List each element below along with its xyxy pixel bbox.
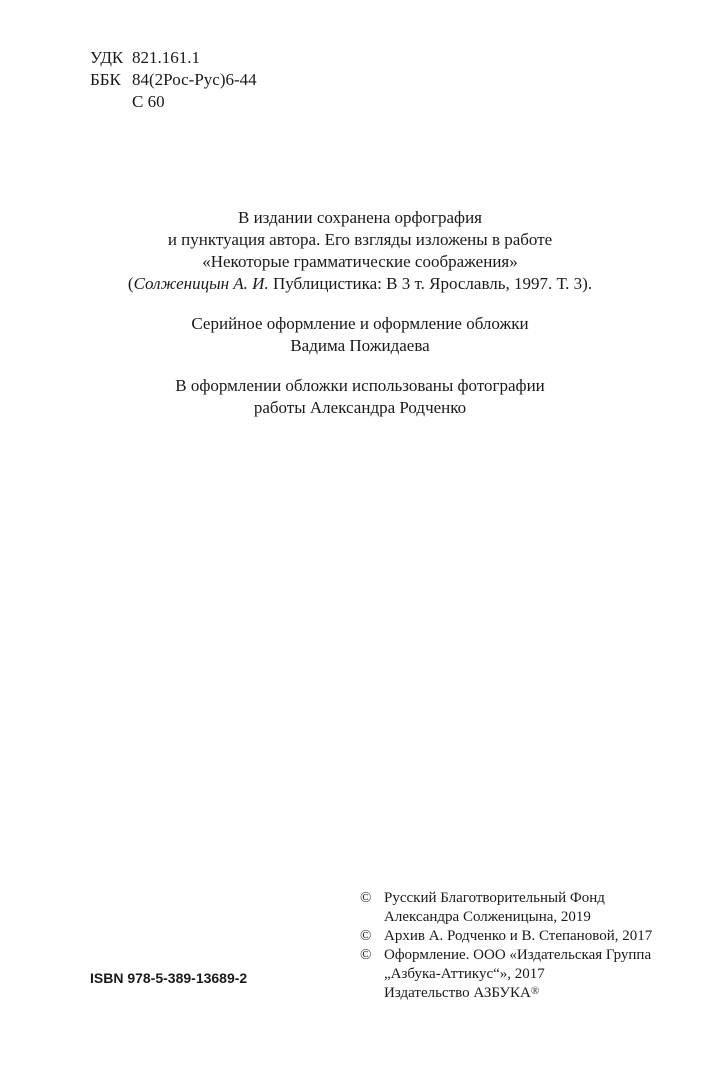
open-paren: ( [127, 274, 134, 293]
udk-label: УДК [90, 48, 124, 67]
copyright-symbol: © [360, 890, 372, 906]
copyright-symbol: © [360, 928, 372, 944]
copyright-entry-3-line-1: Оформление. ООО «Издательская Группа [384, 947, 652, 963]
orthography-line-1: В издании сохранена орфография [237, 208, 482, 227]
series-design-line-1: Серийное оформление и оформление обложки [191, 314, 529, 333]
isbn-number: ISBN 978-5-389-13689-2 [90, 970, 248, 986]
author-mark: С 60 [132, 92, 165, 111]
bbk-label: ББК [90, 70, 121, 89]
orthography-note [0, 207, 720, 295]
udk-value: 821.161.1 [132, 48, 200, 67]
registered-mark-icon: ® [530, 985, 540, 997]
cover-photos-line-2: работы Александра Родченко [253, 398, 467, 417]
publisher-name: Издательство АЗБУКА [384, 985, 531, 1001]
cover-photos-note [0, 375, 720, 419]
orthography-line-3: «Некоторые грамматические соображения» [202, 252, 518, 271]
orthography-line-2: и пунктуация автора. Его взгляды изложены в работе [167, 230, 553, 249]
copyright-entry-1-line-2: Александра Солженицына, 2019 [384, 909, 591, 925]
series-design-note [0, 313, 720, 357]
bbk-value: 84(2Рос-Рус)6-44 [132, 70, 257, 89]
source-author: Солженицын А. И. [133, 274, 269, 293]
copyright-block [360, 889, 652, 1003]
author-mark-row [90, 91, 257, 113]
copyright-entry-1-line-1: Русский Благотворительный Фонд [384, 890, 605, 906]
udk-row [90, 47, 257, 69]
copyright-entry-2 [360, 927, 652, 946]
copyright-entry-3-line-3 [360, 984, 652, 1003]
bbk-row [90, 69, 257, 91]
copyright-entry-1 [360, 889, 652, 908]
classification-block [90, 47, 257, 113]
edition-notes [0, 207, 720, 437]
series-design-line-2: Вадима Пожидаева [290, 336, 430, 355]
copyright-symbol: © [360, 947, 372, 963]
orthography-line-4 [0, 273, 720, 295]
source-reference: Публицистика: В 3 т. Ярославль, 1997. Т. 3). [268, 274, 593, 293]
copyright-entry-3 [360, 946, 652, 965]
cover-photos-line-1: В оформлении обложки использованы фотографии [175, 376, 545, 395]
copyright-entry-2-text: Архив А. Родченко и В. Степановой, 2017 [384, 928, 653, 944]
copyright-entry-3-line-2: „Азбука-Аттикус“», 2017 [384, 966, 545, 982]
